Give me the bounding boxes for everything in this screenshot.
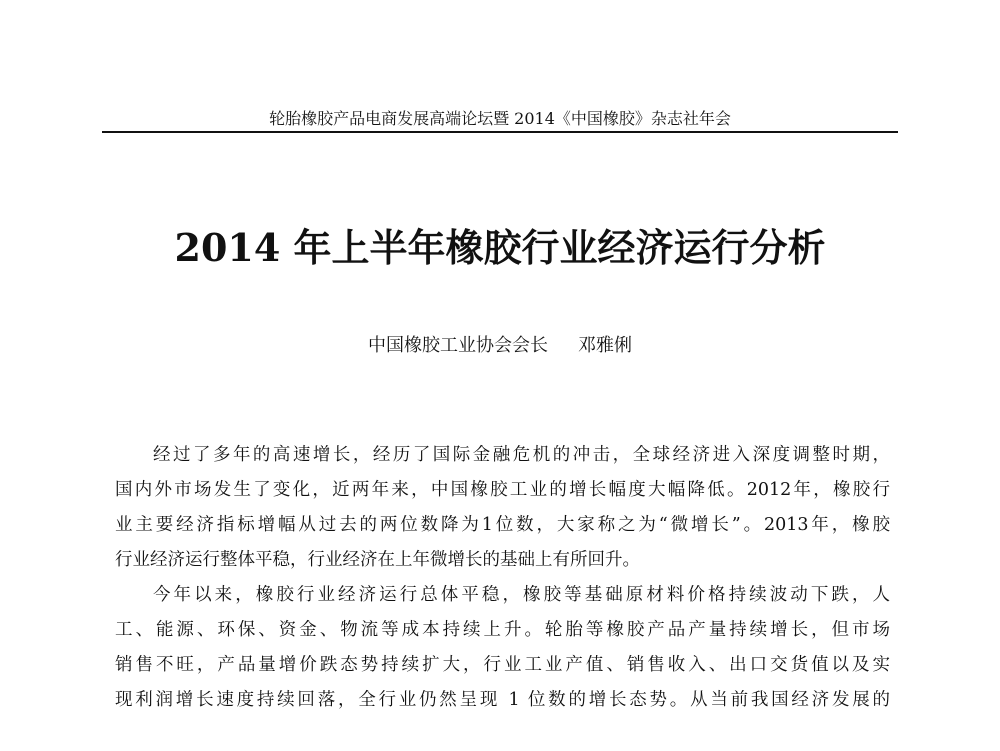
article-body [115, 438, 890, 718]
author-affiliation: 中国橡胶工业协会会长 [368, 335, 548, 356]
header-rule [102, 131, 898, 133]
paragraph-line: 经过了多年的高速增长，经历了国际金融危机的冲击，全球经济进入深度调整时期， [153, 445, 890, 465]
running-header: 轮胎橡胶产品电商发展高端论坛暨 2014《中国橡胶》杂志社年会 [269, 109, 731, 128]
paragraph-line: 国内外市场发生了变化，近两年来，中国橡胶工业的增长幅度大幅降低。2012年，橡胶行 [115, 480, 890, 500]
author-byline [0, 333, 1000, 359]
paragraph-line: 业主要经济指标增幅从过去的两位数降为1位数，大家称之为“微增长”。2013年，橡胶 [115, 515, 890, 535]
paragraph-line: 今年以来，橡胶行业经济运行总体平稳，橡胶等基础原材料价格持续波动下跌，人 [153, 585, 890, 605]
author-name: 邓雅俐 [578, 335, 632, 356]
paragraph-line: 销售不旺，产品量增价跌态势持续扩大，行业工业产值、销售收入、出口交货值以及实 [115, 655, 890, 675]
paragraph-line: 工、能源、环保、资金、物流等成本持续上升。轮胎等橡胶产品产量持续增长，但市场 [115, 620, 890, 640]
article-title: 2014 年上半年橡胶行业经济运行分析 [174, 225, 826, 270]
paragraph-line: 行业经济运行整体平稳，行业经济在上年微增长的基础上有所回升。 [115, 550, 640, 570]
paragraph-line: 现利润增长速度持续回落，全行业仍然呈现 1 位数的增长态势。从当前我国经济发展的 [115, 690, 890, 710]
